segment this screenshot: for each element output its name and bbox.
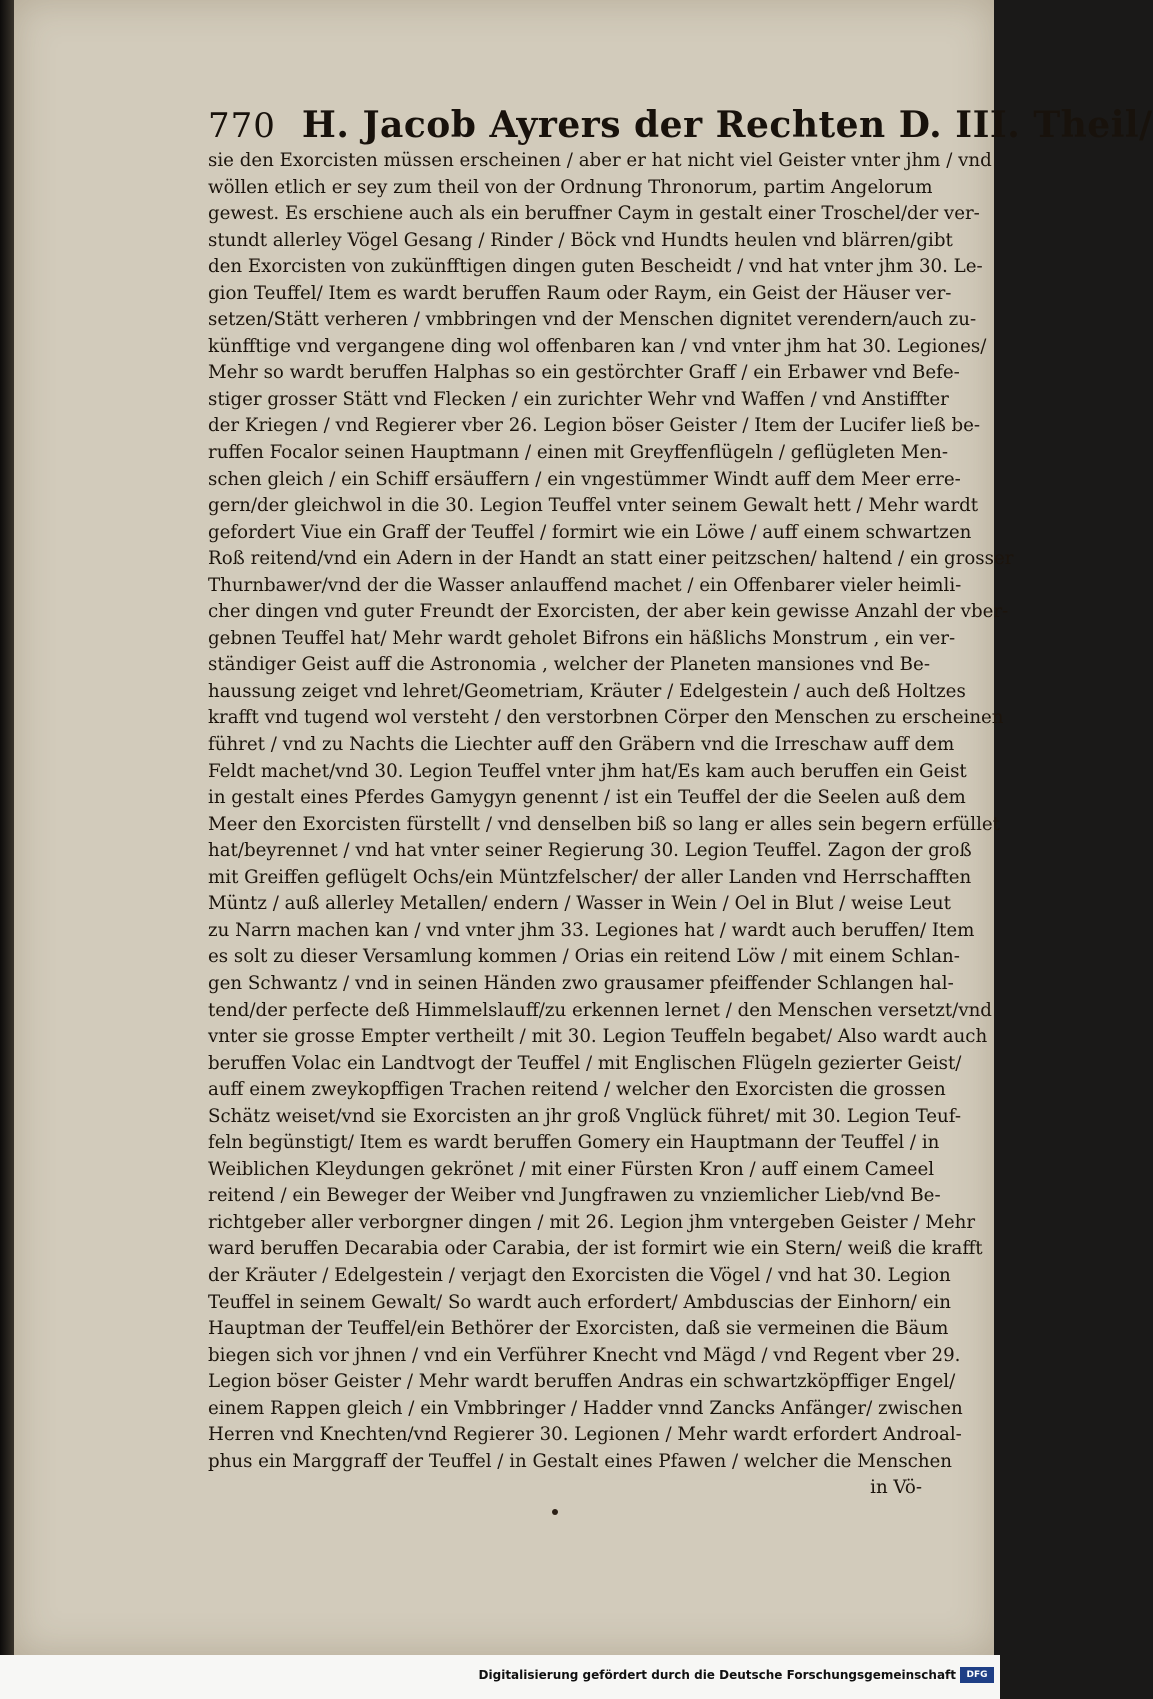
text-line: Mehr so wardt beruffen Halphas so ein gestörchter Graff / ein Erbawer vnd Befe- xyxy=(208,362,960,384)
text-line: mit Greiffen geflügelt Ochs/ein Müntzfelscher/ der aller Landen vnd Herrschafften xyxy=(208,866,972,888)
text-line: feln begünstigt/ Item es wardt beruffen Gomery ein Hauptmann der Teuffel / in xyxy=(208,1132,940,1154)
text-line: auff einem zweykopffigen Trachen reitend / welcher den Exorcisten die grossen xyxy=(208,1079,946,1101)
footer-bar xyxy=(0,1655,1000,1699)
text-line: führet / vnd zu Nachts die Liechter auff den Gräbern vnd die Irreschaw auff dem xyxy=(208,734,955,756)
text-line: wöllen etlich er sey zum theil von der Ordnung Thronorum, partim Angelorum xyxy=(208,176,933,198)
text-line: schen gleich / ein Schiff ersäuffern / ein vngestümmer Windt auff dem Meer erre- xyxy=(208,468,961,490)
body-text xyxy=(208,148,1014,1502)
text-line: gebnen Teuffel hat/ Mehr wardt geholet Bifrons ein häßlichs Monstrum , ein ver- xyxy=(208,627,956,649)
text-line: sie den Exorcisten müssen erscheinen / aber er hat nicht viel Geister vnter jhm / vnd xyxy=(208,150,992,171)
text-line: stundt allerley Vögel Gesang / Rinder / Böck vnd Hundts heulen vnd blärren/gibt xyxy=(208,229,953,251)
text-line: reitend / ein Beweger der Weiber vnd Jungfrawen zu vnziemlicher Lieb/vnd Be- xyxy=(208,1185,941,1207)
text-line: setzen/Stätt verheren / vmbbringen vnd der Menschen dignitet verendern/auch zu- xyxy=(208,309,977,331)
text-line: krafft vnd tugend wol versteht / den verstorbnen Cörper den Menschen zu erscheinen xyxy=(208,707,1004,729)
text-line: der Kriegen / vnd Regierer vber 26. Legion böser Geister / Item der Lucifer ließ be- xyxy=(208,415,981,437)
running-head: H. Jacob Ayrers der Rechten D. III. Theil/ xyxy=(301,104,1153,146)
text-line: gion Teuffel/ Item es wardt beruffen Raum oder Raym, ein Geist der Häuser ver- xyxy=(208,282,952,304)
text-line: haussung zeiget vnd lehret/Geometriam, Kräuter / Edelgestein / auch deß Holtzes xyxy=(208,680,966,702)
text-line: in gestalt eines Pferdes Gamygyn genennt / ist ein Teuffel der die Seelen auß dem xyxy=(208,787,966,809)
text-line: cher dingen vnd guter Freundt der Exorcisten, der aber kein gewisse Anzahl der vber- xyxy=(208,601,1009,623)
text-line: biegen sich vor jhnen / vnd ein Verführer Knecht vnd Mägd / vnd Regent vber 29. xyxy=(208,1344,961,1366)
text-line: Thurnbawer/vnd der die Wasser anlauffend machet / ein Offenbarer vieler heimli- xyxy=(208,574,962,596)
scan-edge xyxy=(0,0,14,1655)
text-line: Teuffel in seinem Gewalt/ So wardt auch erfordert/ Ambduscias der Einhorn/ ein xyxy=(208,1291,951,1313)
text-line: richtgeber aller verborgner dingen / mit 26. Legion jhm vntergeben Geister / Mehr xyxy=(208,1211,976,1233)
text-line: gefordert Viue ein Graff der Teuffel / formirt wie ein Löwe / auff einem schwartzen xyxy=(208,521,972,543)
text-line: es solt zu dieser Versamlung kommen / Orias ein reitend Löw / mit einem Schlan- xyxy=(208,946,960,968)
text-line: gen Schwantz / vnd in seinen Händen zwo grausamer pfeiffender Schlangen hal- xyxy=(208,972,954,994)
text-line: zu Narrn machen kan / vnd vnter jhm 33. Legiones hat / wardt auch beruffen/ Item xyxy=(208,919,975,941)
text-line: Weiblichen Kleydungen gekrönet / mit einer Fürsten Kron / auff einem Cameel xyxy=(208,1158,935,1180)
text-line: phus ein Marggraff der Teuffel / in Gestalt eines Pfawen / welcher die Menschen xyxy=(208,1450,953,1472)
text-line: hat/beyrennet / vnd hat vnter seiner Regierung 30. Legion Teuffel. Zagon der groß xyxy=(208,840,972,862)
text-line: Roß reitend/vnd ein Adern in der Handt an statt einer peitzschen/ haltend / ein grosser xyxy=(208,548,1014,570)
footer-credit: Digitalisierung gefördert durch die Deutsche Forschungsgemeinschaft xyxy=(478,1668,956,1682)
text-line: künfftige vnd vergangene ding wol offenbaren kan / vnd vnter jhm hat 30. Legiones/ xyxy=(208,335,987,357)
text-line: ständiger Geist auff die Astronomia , welcher der Planeten mansiones vnd Be- xyxy=(208,654,930,676)
text-line: den Exorcisten von zukünfftigen dingen guten Bescheidt / vnd hat vnter jhm 30. Le- xyxy=(208,256,983,278)
catchword: in Vö- xyxy=(870,1477,922,1499)
text-line: Schätz weiset/vnd sie Exorcisten an jhr groß Vnglück führet/ mit 30. Legion Teuf- xyxy=(208,1105,961,1127)
text-line: ruffen Focalor seinen Hauptmann / einen mit Greyffenflügeln / geflügleten Men- xyxy=(208,442,949,464)
text-line: Müntz / auß allerley Metallen/ endern / Wasser in Wein / Oel in Blut / weise Leut xyxy=(208,893,951,915)
text-line: Feldt machet/vnd 30. Legion Teuffel vnter jhm hat/Es kam auch beruffen ein Geist xyxy=(208,760,967,782)
text-line: Meer den Exorcisten fürstellt / vnd denselben biß so lang er alles sein begern erfüllet xyxy=(208,813,1000,835)
text-line: ward beruffen Decarabia oder Carabia, der ist formirt wie ein Stern/ weiß die krafft xyxy=(208,1238,983,1260)
page-header xyxy=(208,104,1153,152)
text-line: Herren vnd Knechten/vnd Regierer 30. Legionen / Mehr wardt erfordert Androal- xyxy=(208,1424,962,1446)
text-line: stiger grosser Stätt vnd Flecken / ein zurichter Wehr vnd Waffen / vnd Anstiffter xyxy=(208,388,949,410)
text-line: gern/der gleichwol in die 30. Legion Teuffel vnter seinem Gewalt hett / Mehr wardt xyxy=(208,495,979,517)
text-line: vnter sie grosse Empter vertheilt / mit 30. Legion Teuffeln begabet/ Also wardt auch xyxy=(208,1026,988,1048)
text-line: Legion böser Geister / Mehr wardt beruffen Andras ein schwartzköpffiger Engel/ xyxy=(208,1371,956,1393)
ink-dot xyxy=(552,1509,558,1515)
dfg-logo-icon: DFG xyxy=(960,1667,994,1683)
page-number: 770 xyxy=(208,106,276,146)
text-line: der Kräuter / Edelgestein / verjagt den Exorcisten die Vögel / vnd hat 30. Legion xyxy=(208,1264,951,1286)
text-line: Hauptman der Teuffel/ein Bethörer der Exorcisten, daß sie vermeinen die Bäum xyxy=(208,1318,949,1340)
text-line: gewest. Es erschiene auch als ein beruffner Caym in gestalt einer Troschel/der ver- xyxy=(208,203,980,225)
text-line: beruffen Volac ein Landtvogt der Teuffel / mit Englischen Flügeln gezierter Geist/ xyxy=(208,1052,962,1074)
text-line: tend/der perfecte deß Himmelslauff/zu erkennen lernet / den Menschen versetzt/vnd xyxy=(208,999,992,1021)
text-line: einem Rappen gleich / ein Vmbbringer / Hadder vnnd Zancks Anfänger/ zwischen xyxy=(208,1397,963,1419)
